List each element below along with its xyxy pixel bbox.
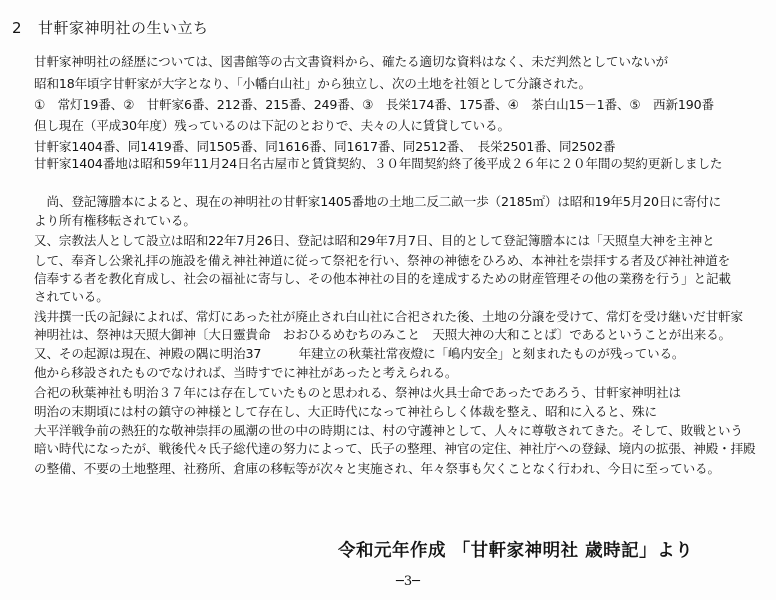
body-line: 甘軒家1404番地は昭和59年11月24日名古屋市と賃貸契約、３０年間契約終了後平成２６年に２０年間の契約更新しました [34,156,723,171]
source-note: 令和元年作成 「甘軒家神明社 歳時記」より [338,541,694,561]
body-line: 信奉する者を教化育成し、社会の福祉に寄与し、その他本神社の目的を達成するための財産管理その他の業務を行う」と記載 [34,271,731,286]
body-line: 大平洋戦争前の熱狂的な敬神崇拝の風潮の世の中の時期には、村の守護神として、人々に尊敬されてきた。そして、敗戦という [34,423,743,438]
body-line: 他から移設されたものでなければ、当時すでに神社があったと考えられる。 [34,365,458,380]
body-line: 浅井撰一氏の記録によれば、常灯にあった社が廃止され白山社に合祀された後、土地の分譲を受けて、常灯を受け継いだ甘軒家 [34,309,743,324]
body-line: 神明社は、祭神は天照大御神〔大日靈貴命 おおひるめむちのみこと 天照大神の大和ことば〕であるということが出来る。 [34,327,731,342]
body-line: より所有権移転されている。 [34,213,196,228]
page-number: ─3─ [396,574,420,589]
body-line: の整備、不要の土地整理、社務所、倉庫の移転等が次々と実施され、年々祭事も欠くことなく行われ、今日に至っている。 [34,461,720,476]
section-number: 2 [12,19,23,37]
body-line: 甘軒家1404番、同1419番、同1505番、同1616番、同1617番、同2512番、 長栄2501番、同2502番 [34,139,616,154]
body-line: されている。 [34,289,109,304]
body-line: 明治の末期頃には村の鎮守の神様として存在し、大正時代になって神社らしく体裁を整え、昭和に入ると、殊に [34,404,657,419]
body-line: 昭和18年頃字甘軒家が大字となり、「小幡白山社」から独立し、次の土地を社領として分譲された。 [34,76,591,91]
body-line: 但し現在（平成30年度）残っているのは下記のとおりで、夫々の人に賃貸している。 [34,118,510,133]
body-line: ① 常灯19番、② 甘軒家6番、212番、215番、249番、③ 長栄174番、175番、④ 茶白山15－1番、⑤ 西新190番 [34,97,714,112]
body-line: 合祀の秋葉神社も明治３７年には存在していたものと思われる、祭神は火具士命であったであろう、甘軒家神明社は [34,385,681,400]
body-line: 尚、登記簿謄本によると、現在の神明社の甘軒家1405番地の土地二反二畝一歩（2185㎡）は昭和19年5月20日に寄付に [34,194,722,209]
section-heading [12,17,209,38]
body-line: 暗い時代になったが、戦後代々氏子総代達の努力によって、氏子の整理、神官の定住、神社庁への登録、境内の拡張、神殿・拝殿 [34,441,756,456]
body-line: 甘軒家神明社の経歴については、図書館等の古文書資料から、確たる適切な資料はなく、未だ判然としていないが [34,54,669,69]
body-line: 又、宗教法人として設立は昭和22年7月26日、登記は昭和29年7月7日、目的として登記簿謄本には「天照皇大神を主神と [34,233,715,248]
section-title: 甘軒家神明社の生い立ち [38,19,209,37]
body-line: して、奉斉し公衆礼拝の施設を備え神社神道に従って祭祀を行い、祭神の神徳をひろめ、本神社を崇拝する者及び神社神道を [34,253,731,268]
body-line: 又、その起源は現在、神殿の隅に明治37 年建立の秋葉社常夜燈に「嶋内安全」と刻まれたものが残っている。 [34,346,685,361]
